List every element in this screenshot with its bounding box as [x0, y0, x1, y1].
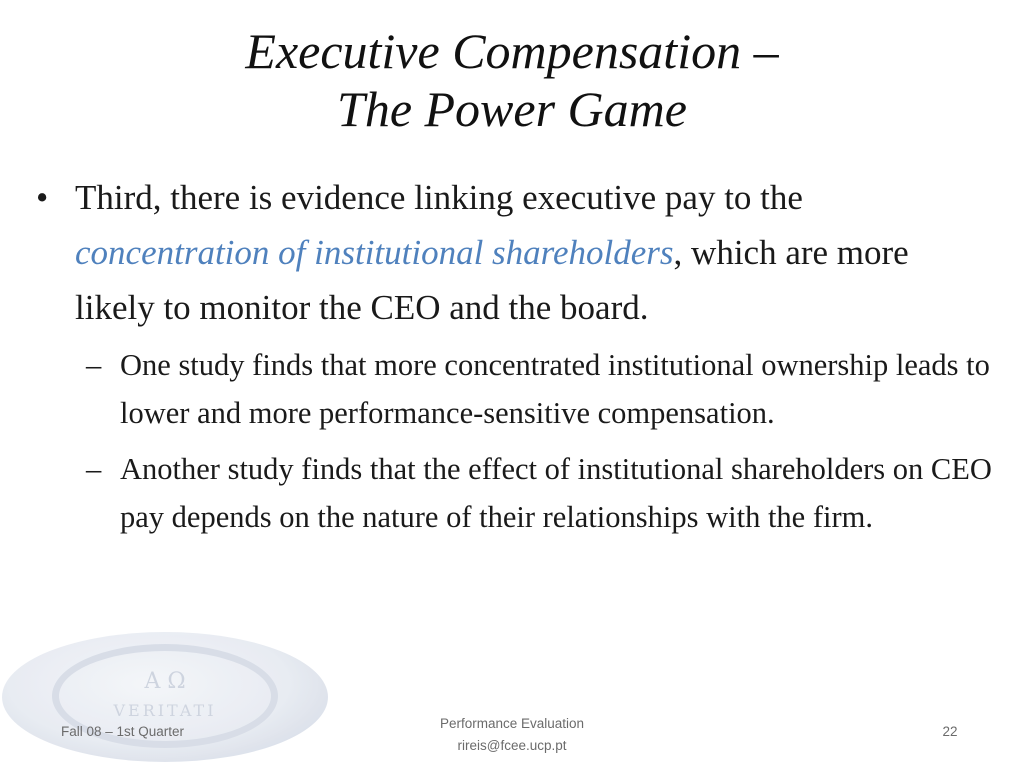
emphasis-text: concentration of institutional shareholders — [75, 233, 674, 272]
bullet-item — [36, 170, 996, 335]
footer-course-info — [362, 713, 662, 757]
svg-text:Α Ω: Α Ω — [144, 669, 186, 694]
sub-bullet-text: Another study finds that the effect of institutional shareholders on CEO pay depends on the nature of their relationships with the firm. — [120, 452, 992, 534]
university-seal-watermark — [2, 632, 328, 762]
sub-bullet-marker: – — [86, 452, 102, 486]
bullet-text-end: , which are more likely to monitor the CEO and the board. — [75, 233, 909, 327]
sub-bullet-item — [36, 341, 996, 437]
sub-bullet-item — [36, 445, 996, 541]
seal-emblem-icon — [2, 632, 328, 762]
sub-bullet-marker: – — [86, 348, 102, 382]
footer-course-title: Performance Evaluation — [439, 716, 585, 731]
slide-body — [36, 170, 996, 541]
footer-date: Fall 08 – 1st Quarter — [61, 724, 185, 739]
bullet-text-start: Third, there is evidence linking executive pay to the — [75, 178, 803, 217]
page-number: 22 — [942, 724, 958, 739]
svg-text:VERITATI: VERITATI — [113, 701, 217, 720]
slide-title-line-1: Executive Compensation – — [245, 23, 779, 79]
slide-title-line-2: The Power Game — [337, 81, 687, 137]
slide-title — [0, 22, 1024, 138]
footer-email: rireis@fcee.ucp.pt — [457, 738, 567, 753]
sub-bullet-text: One study finds that more concentrated institutional ownership leads to lower and more performance-sensitive compensation. — [120, 348, 990, 430]
bullet-marker: • — [36, 178, 49, 217]
